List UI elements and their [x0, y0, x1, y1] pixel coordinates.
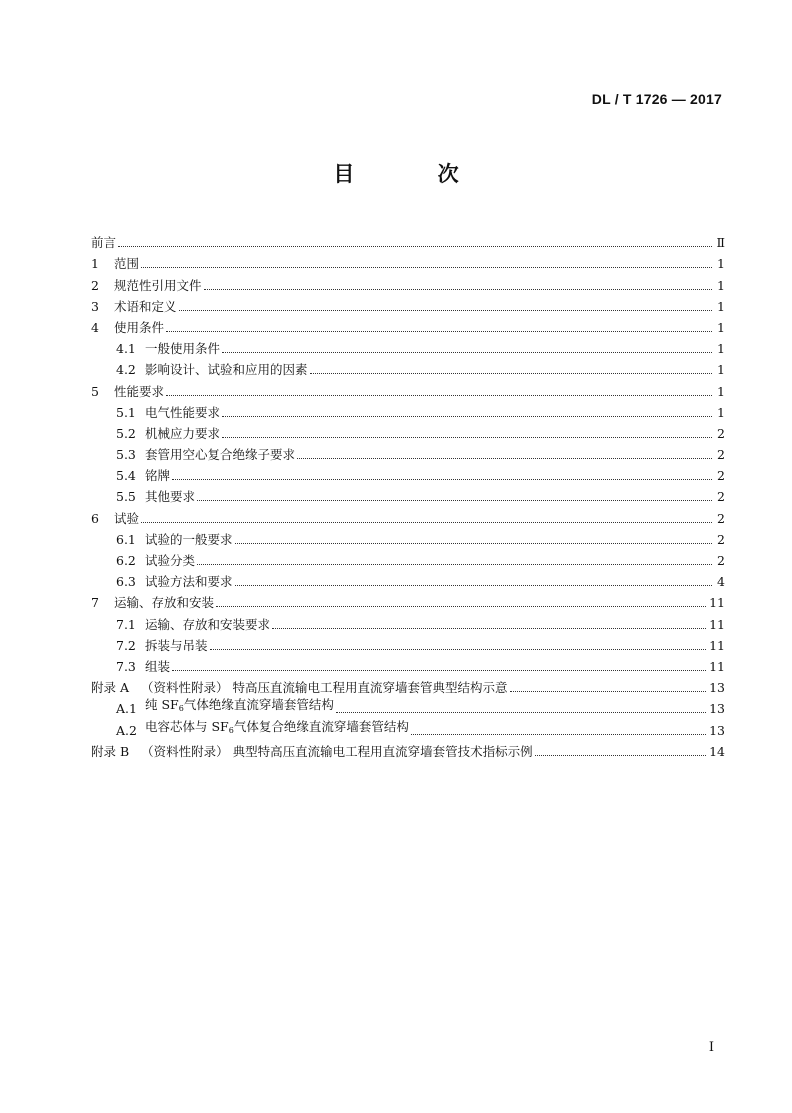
toc-entry-number: 3	[91, 298, 99, 314]
toc-leader	[179, 310, 712, 311]
toc-leader	[535, 755, 706, 756]
page-title: 目 次	[333, 162, 497, 186]
toc-entry-number: 1	[91, 256, 99, 272]
toc-page-number: 1	[717, 404, 725, 420]
toc-entry-title: 套管用空心复合绝缘子要求	[145, 447, 296, 463]
toc-leader	[197, 500, 712, 501]
toc-entry[interactable]	[91, 293, 725, 314]
toc-leader	[204, 289, 712, 290]
toc-leader	[336, 712, 706, 713]
toc-entry-title: 术语和定义	[114, 298, 177, 314]
toc-page-number: 11	[709, 616, 725, 632]
toc-entry[interactable]	[91, 271, 725, 292]
toc-subentry[interactable]	[91, 610, 725, 631]
toc-appendix-entry[interactable]	[91, 674, 725, 695]
toc-entry-title: 铭牌	[145, 468, 171, 484]
toc-title-part: 电容芯体与 SF	[145, 718, 229, 734]
toc-entry-title: 试验	[114, 510, 140, 526]
toc-leader	[141, 522, 712, 523]
toc-leader	[222, 352, 712, 353]
toc-entry-number: 4.1	[116, 341, 136, 357]
toc-title-subscript: 6	[178, 704, 184, 714]
toc-page-number: 4	[717, 574, 725, 590]
toc-entry-title: 运输、存放和安装	[114, 595, 215, 611]
toc-page-number: 1	[717, 362, 725, 378]
toc-page-number: 2	[717, 425, 725, 441]
toc-title-part: 纯 SF	[145, 697, 179, 713]
toc-appendix-number: 附录 A	[91, 680, 130, 696]
toc-leader	[297, 458, 712, 459]
toc-subentry[interactable]	[91, 356, 725, 377]
toc-entry[interactable]	[91, 250, 725, 271]
toc-title-part: 气体复合绝缘直流穿墙套管结构	[233, 718, 409, 734]
toc-entry-title: 电气性能要求	[145, 404, 221, 420]
toc-entry[interactable]	[91, 504, 725, 525]
toc-subentry[interactable]	[91, 526, 725, 547]
toc-page-number: 14	[709, 743, 725, 759]
toc-entry-number: 5.2	[116, 425, 136, 441]
toc-entry-number: 6.3	[116, 574, 136, 590]
toc-page-number: 2	[717, 468, 725, 484]
toc-page-number: Ⅱ	[716, 235, 725, 251]
toc-title-subscript: 6	[228, 725, 234, 735]
toc-entry-number: 2	[91, 277, 99, 293]
toc-page-number: 1	[717, 277, 725, 293]
toc-entry-number: 4.2	[116, 362, 136, 378]
toc-entry-number: 7.3	[116, 658, 136, 674]
toc-subentry[interactable]	[91, 653, 725, 674]
toc-leader	[235, 585, 712, 586]
toc-subentry[interactable]	[91, 441, 725, 462]
toc-subentry[interactable]	[91, 716, 725, 737]
toc-entry[interactable]	[91, 377, 725, 398]
toc-leader	[210, 649, 707, 650]
toc-entry-number: 5.1	[116, 404, 136, 420]
toc-leader	[272, 628, 706, 629]
toc-subentry[interactable]	[91, 547, 725, 568]
toc-page-number: 11	[709, 658, 725, 674]
toc-title-part: 气体绝缘直流穿墙套管结构	[183, 697, 334, 713]
toc-leader	[118, 246, 712, 247]
toc-leader	[172, 479, 712, 480]
toc-entry-title: 使用条件	[114, 319, 165, 335]
toc-subentry[interactable]	[91, 420, 725, 441]
toc-entry[interactable]	[91, 314, 725, 335]
toc-entry-title: 性能要求	[114, 383, 165, 399]
toc-page-number: 1	[717, 298, 725, 314]
toc-page-number: 2	[717, 553, 725, 568]
toc-subentry[interactable]	[91, 483, 725, 504]
toc-leader	[166, 395, 712, 396]
toc-entry-title: （资料性附录） 典型特高压直流输电工程用直流穿墙套管技术指标示例	[141, 743, 533, 759]
toc-entry-number: 4	[91, 319, 99, 335]
toc-entry-number: 5.3	[116, 447, 136, 463]
toc-leader	[235, 543, 712, 544]
toc-leader	[172, 670, 706, 671]
toc-entry-title	[145, 697, 334, 716]
toc-entry-title: 影响设计、试验和应用的因素	[145, 362, 308, 378]
toc-entry-title: 规范性引用文件	[114, 277, 202, 293]
toc-entry-number: 5	[91, 383, 99, 399]
toc-subentry[interactable]	[91, 462, 725, 483]
toc-entry-number: 5.5	[116, 489, 136, 505]
toc-leader	[216, 606, 706, 607]
toc-page-number: 1	[717, 256, 725, 272]
toc-leader	[222, 416, 712, 417]
toc-leader	[197, 564, 712, 565]
toc-entry-title: 一般使用条件	[145, 341, 221, 357]
toc-page-number: 2	[717, 447, 725, 463]
toc-subentry[interactable]	[91, 399, 725, 420]
toc-entry-title: 试验的一般要求	[145, 531, 233, 547]
toc-subentry[interactable]	[91, 695, 725, 716]
table-of-contents	[91, 229, 725, 759]
toc-subentry[interactable]	[91, 632, 725, 653]
toc-entry-number: 7	[91, 595, 99, 611]
toc-entry-title: 前言	[91, 235, 117, 251]
toc-page-number: 11	[709, 595, 725, 611]
toc-page-number: 11	[709, 637, 725, 653]
toc-leader	[510, 691, 707, 692]
document-code: DL / T 1726 — 2017	[591, 91, 722, 107]
toc-appendix-entry[interactable]	[91, 738, 725, 759]
toc-entry[interactable]	[91, 589, 725, 610]
toc-page-number: 2	[717, 489, 725, 505]
toc-leader	[310, 373, 712, 374]
toc-page-number: 2	[717, 510, 725, 526]
page-number: I	[708, 1040, 714, 1055]
toc-entry-title: 运输、存放和安装要求	[145, 616, 271, 632]
toc-page-number: 13	[709, 722, 725, 738]
toc-entry-title: 拆装与吊装	[145, 637, 208, 653]
toc-entry-number: 5.4	[116, 468, 136, 484]
toc-entry-title: 其他要求	[145, 489, 196, 505]
toc-subentry[interactable]	[91, 568, 725, 589]
toc-entry-title: （资料性附录） 特高压直流输电工程用直流穿墙套管典型结构示意	[141, 680, 508, 696]
toc-entry-number: 6	[91, 510, 99, 526]
toc-entry-number: 6.2	[116, 553, 136, 568]
toc-page-number: 1	[717, 319, 725, 335]
toc-entry-title: 试验方法和要求	[145, 574, 233, 590]
toc-entry-number: 7.2	[116, 637, 136, 653]
toc-entry-number: 6.1	[116, 531, 136, 547]
toc-entry-title: 组装	[145, 658, 171, 674]
toc-entry-number: A.2	[116, 722, 137, 738]
toc-leader	[166, 331, 712, 332]
toc-page-number: 13	[709, 701, 725, 717]
toc-entry-title: 试验分类	[145, 553, 196, 568]
toc-entry-title: 范围	[114, 256, 140, 272]
toc-entry-foreword[interactable]	[91, 229, 725, 250]
toc-entry-number: A.1	[116, 701, 137, 717]
toc-leader	[222, 437, 712, 438]
toc-page-number: 1	[717, 383, 725, 399]
toc-appendix-number: 附录 B	[91, 743, 130, 759]
toc-leader	[141, 267, 712, 268]
toc-entry-number: 7.1	[116, 616, 136, 632]
toc-entry-title: 机械应力要求	[145, 425, 221, 441]
toc-page-number: 13	[709, 680, 725, 696]
toc-entry-title	[145, 719, 409, 738]
toc-leader	[411, 734, 706, 735]
toc-page-number: 2	[717, 531, 725, 547]
toc-page-number: 1	[717, 341, 725, 357]
toc-subentry[interactable]	[91, 335, 725, 356]
